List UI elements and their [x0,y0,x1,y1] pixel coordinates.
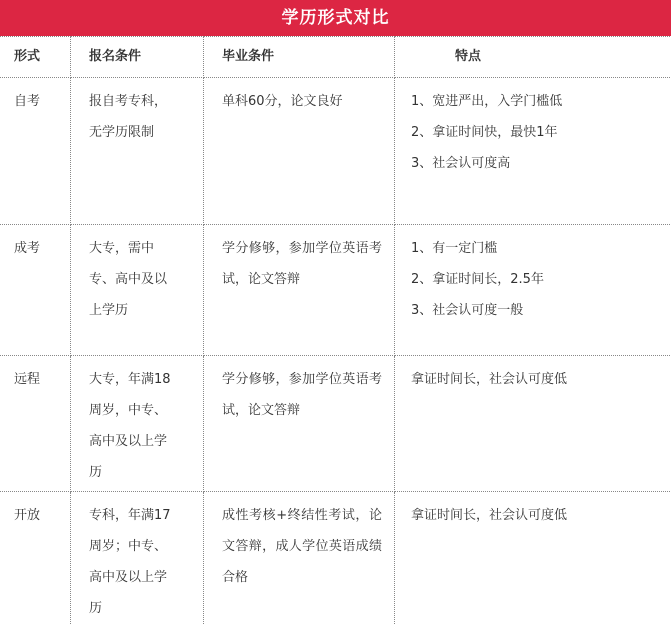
table-row [0,78,671,225]
header-cell-graduate [204,37,395,78]
enroll-cell [71,356,204,492]
header-label: 报名条件 [71,37,203,77]
enroll-line: 上学历 [89,295,189,326]
enroll-line: 高中及以上学 [89,426,189,457]
header-cell-enroll [71,37,204,78]
enroll-line: 高中及以上学 [89,562,189,593]
enroll-line: 无学历限制 [89,117,189,148]
graduate-cell [204,492,395,624]
table-row [0,225,671,356]
enroll-cell [71,78,204,225]
enroll-line: 报自考专科， [89,86,189,117]
features-cell [395,356,671,492]
graduate-text: 单科60分，论文良好 [222,86,382,117]
table-row [0,356,671,492]
enroll-line: 大专，年满18 [89,364,189,395]
enroll-line: 历 [89,593,189,624]
feature-line: 3、社会认可度高 [411,148,664,179]
feature-line: 拿证时间长，社会认可度低 [411,364,664,395]
feature-line: 2、拿证时间快，最快1年 [411,117,664,148]
form-label: 自考 [0,78,70,117]
graduate-cell [204,78,395,225]
features-cell [395,492,671,624]
header-label: 形式 [0,37,70,77]
table-row [0,492,671,624]
form-label: 开放 [0,492,70,531]
feature-line: 1、宽进严出，入学门槛低 [411,86,664,117]
enroll-line: 周岁，中专、 [89,395,189,426]
form-cell [0,356,71,492]
comparison-table [0,36,671,624]
enroll-line: 专、高中及以 [89,264,189,295]
graduate-cell [204,225,395,356]
enroll-cell [71,225,204,356]
graduate-cell [204,356,395,492]
enroll-cell [71,492,204,624]
header-cell-form [0,37,71,78]
enroll-line: 专科，年满17 [89,500,189,531]
form-cell [0,492,71,624]
header-label: 特点 [395,37,671,77]
form-label: 远程 [0,356,70,395]
graduate-text: 成性考核+终结性考试，论文答辩，成人学位英语成绩合格 [222,500,382,593]
feature-line: 2、拿证时间长，2.5年 [411,264,664,295]
form-cell [0,225,71,356]
page-title: 学历形式对比 [0,0,671,36]
header-cell-features [395,37,671,78]
enroll-line: 历 [89,457,189,488]
feature-line: 拿证时间长，社会认可度低 [411,500,664,531]
graduate-text: 学分修够，参加学位英语考试，论文答辩 [222,364,382,426]
header-label: 毕业条件 [204,37,394,77]
graduate-text: 学分修够，参加学位英语考试，论文答辩 [222,233,382,295]
enroll-line: 周岁；中专、 [89,531,189,562]
features-cell [395,225,671,356]
form-cell [0,78,71,225]
feature-line: 1、有一定门槛 [411,233,664,264]
form-label: 成考 [0,225,70,264]
enroll-line: 大专，需中 [89,233,189,264]
features-cell [395,78,671,225]
table-header-row [0,37,671,78]
feature-line: 3、社会认可度一般 [411,295,664,326]
